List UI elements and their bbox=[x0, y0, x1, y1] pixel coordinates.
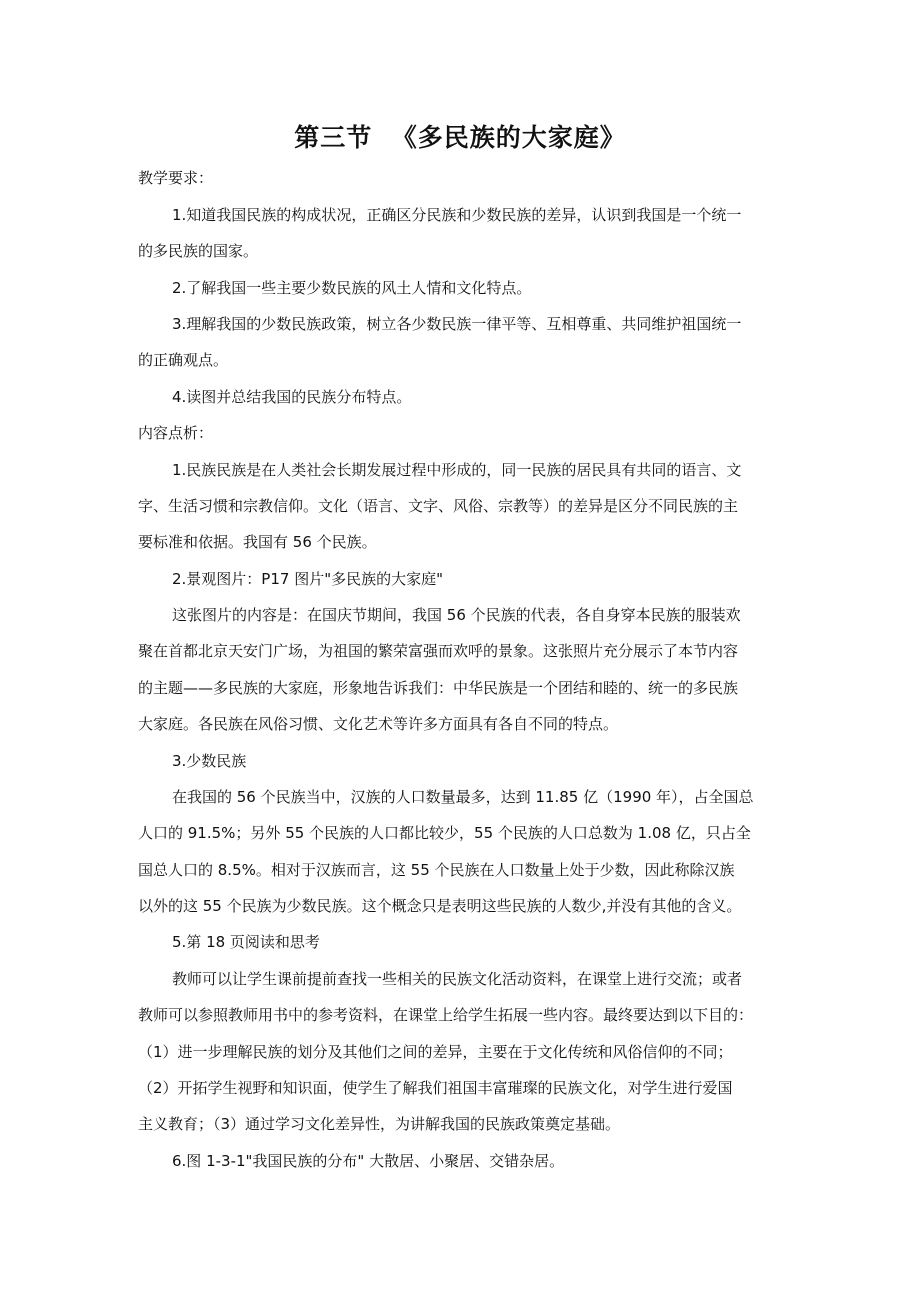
section-heading: 内容点析： bbox=[138, 424, 214, 442]
paragraph-line: 要标准和依据。我国有 56 个民族。 bbox=[138, 533, 377, 551]
paragraph-line: 2.了解我国一些主要少数民族的风土人情和文化特点。 bbox=[172, 279, 532, 297]
paragraph-line: 人口的 91.5%；另外 55 个民族的人口都比较少，55 个民族的人口总数为 1.08 亿，只占全 bbox=[138, 824, 751, 842]
paragraph-line: 字、生活习惯和宗教信仰。文化（语言、文字、风俗、宗教等）的差异是区分不同民族的主 bbox=[138, 497, 739, 515]
paragraph-line: 主义教育；（3）通过学习文化差异性，为讲解我国的民族政策奠定基础。 bbox=[138, 1115, 621, 1133]
paragraph-line: 1.知道我国民族的构成状况，正确区分民族和少数民族的差异，认识到我国是一个统一 bbox=[172, 206, 742, 224]
document-title: 第三节 《多民族的大家庭》 bbox=[294, 123, 626, 152]
paragraph-line: 聚在首都北京天安门广场，为祖国的繁荣富强而欢呼的景象。这张照片充分展示了本节内容 bbox=[138, 642, 739, 660]
paragraph-line: 大家庭。各民族在风俗习惯、文化艺术等许多方面具有各自不同的特点。 bbox=[138, 715, 619, 733]
paragraph-line: 3.理解我国的少数民族政策，树立各少数民族一律平等、互相尊重、共同维护祖国统一 bbox=[172, 315, 742, 333]
paragraph-line: 国总人口的 8.5%。相对于汉族而言，这 55 个民族在人口数量上处于少数，因此称除汉族 bbox=[138, 861, 735, 879]
paragraph-line: 的正确观点。 bbox=[138, 351, 229, 369]
paragraph-line: 2.景观图片：P17 图片"多民族的大家庭" bbox=[172, 570, 444, 588]
paragraph-line: 的主题——多民族的大家庭，形象地告诉我们：中华民族是一个团结和睦的、统一的多民族 bbox=[138, 679, 739, 697]
paragraph-line: 教师可以参照教师用书中的参考资料，在课堂上给学生拓展一些内容。最终要达到以下目的： bbox=[138, 1006, 754, 1024]
paragraph-line: 3.少数民族 bbox=[172, 752, 247, 770]
paragraph-line: 在我国的 56 个民族当中，汉族的人口数量最多，达到 11.85 亿（1990 年），占全国总 bbox=[172, 788, 754, 806]
paragraph-line: 4.读图并总结我国的民族分布特点。 bbox=[172, 388, 412, 406]
paragraph-line: 5.第 18 页阅读和思考 bbox=[172, 933, 320, 951]
paragraph-line: 这张图片的内容是：在国庆节期间，我国 56 个民族的代表，各自身穿本民族的服装欢 bbox=[172, 606, 741, 624]
paragraph-line: 1.民族民族是在人类社会长期发展过程中形成的，同一民族的居民具有共同的语言、文 bbox=[172, 461, 742, 479]
paragraph-line: （2）开拓学生视野和知识面，使学生了解我们祖国丰富璀璨的民族文化，对学生进行爱国 bbox=[138, 1079, 733, 1097]
paragraph-line: 教师可以让学生课前提前查找一些相关的民族文化活动资料，在课堂上进行交流；或者 bbox=[172, 970, 743, 988]
paragraph-line: （1）进一步理解民族的划分及其他们之间的差异，主要在于文化传统和风俗信仰的不同； bbox=[138, 1043, 733, 1061]
section-heading: 教学要求： bbox=[138, 169, 214, 187]
paragraph-line: 以外的这 55 个民族为少数民族。这个概念只是表明这些民族的人数少,并没有其他的含义。 bbox=[138, 897, 742, 915]
paragraph-line: 6.图 1-3-1"我国民族的分布" 大散居、小聚居、交错杂居。 bbox=[172, 1152, 565, 1170]
paragraph-line: 的多民族的国家。 bbox=[138, 242, 259, 260]
